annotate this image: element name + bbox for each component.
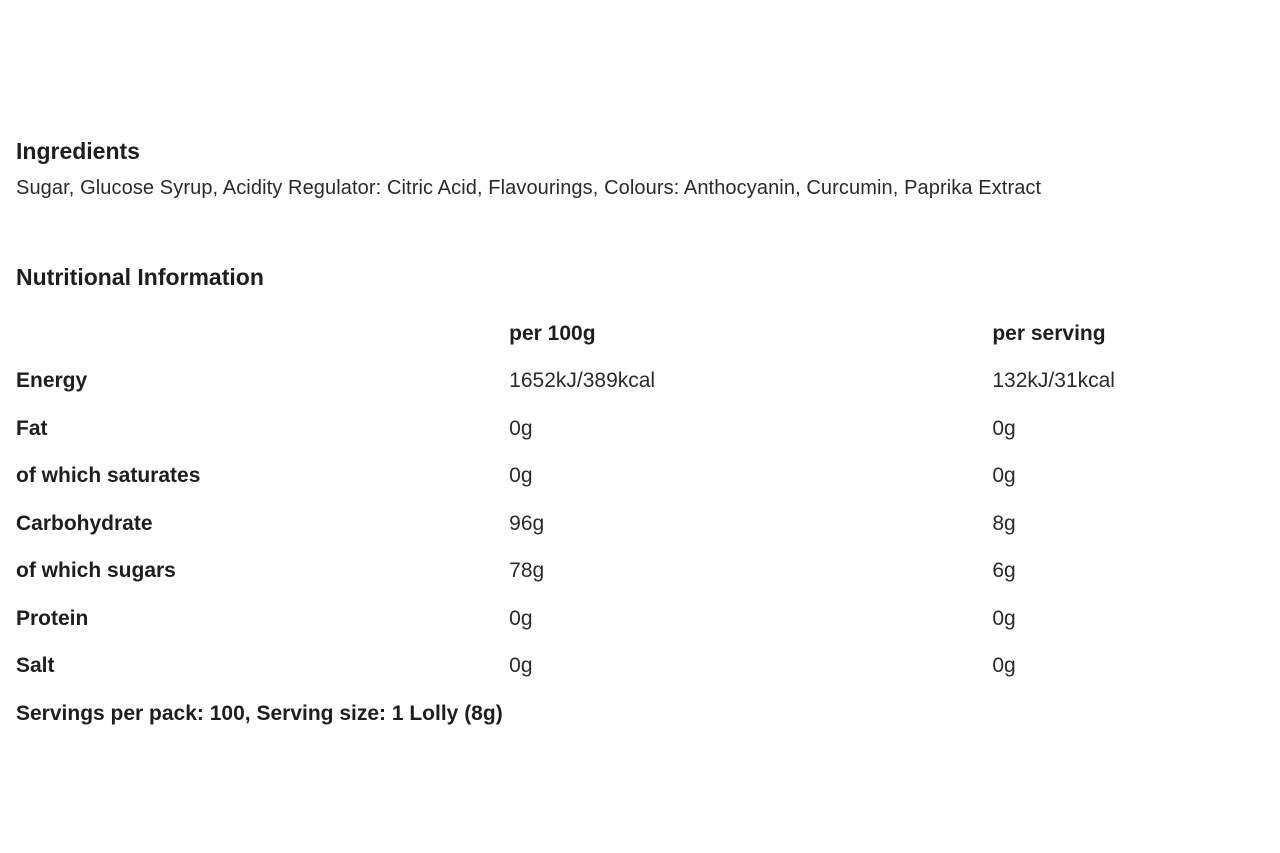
header-per-100g: per 100g: [509, 321, 596, 345]
table-row: [16, 500, 1272, 548]
nutrient-per-serving: 0g: [992, 606, 1016, 630]
nutrient-label: of which sugars: [16, 559, 176, 583]
product-info: [16, 136, 1272, 728]
nutrient-per-serving: 0g: [992, 464, 1016, 488]
nutrient-label: of which saturates: [16, 464, 201, 488]
header-per-serving: per serving: [992, 321, 1106, 345]
nutrient-label: Salt: [16, 654, 55, 678]
serving-info-footnote: Servings per pack: 100, Serving size: 1 Lolly (8g): [16, 702, 503, 725]
nutrient-label: Fat: [16, 416, 48, 440]
nutrient-per-100g: 78g: [509, 559, 545, 583]
nutrition-table: [16, 310, 1272, 690]
nutrition-section: [16, 262, 1272, 728]
nutrient-per-serving: 0g: [992, 416, 1016, 440]
nutrition-title: Nutritional Information: [16, 264, 264, 290]
table-row: [16, 643, 1272, 691]
nutrient-per-100g: 96g: [509, 511, 545, 535]
nutrient-label: Protein: [16, 606, 89, 630]
nutrient-label: Energy: [16, 369, 88, 393]
nutrient-per-serving: 132kJ/31kcal: [992, 369, 1115, 393]
nutrient-label: Carbohydrate: [16, 511, 153, 535]
table-row: [16, 453, 1272, 501]
header-label: [16, 310, 509, 358]
nutrient-per-100g: 0g: [509, 416, 533, 440]
ingredients-title: Ingredients: [16, 138, 140, 164]
ingredients-text: Sugar, Glucose Syrup, Acidity Regulator: Citric Acid, Flavourings, Colours: Anthocyanin, Curcumin, Paprika Extract: [16, 177, 1042, 199]
table-row: [16, 595, 1272, 643]
ingredients-section: [16, 136, 1272, 202]
nutrient-per-serving: 6g: [992, 559, 1016, 583]
nutrient-per-100g: 0g: [509, 654, 533, 678]
nutrient-per-serving: 8g: [992, 511, 1016, 535]
nutrition-header-row: [16, 310, 1272, 358]
nutrient-per-serving: 0g: [992, 654, 1016, 678]
nutrient-per-100g: 0g: [509, 464, 533, 488]
table-row: [16, 405, 1272, 453]
table-row: [16, 548, 1272, 596]
nutrient-per-100g: 0g: [509, 606, 533, 630]
table-row: [16, 358, 1272, 406]
nutrient-per-100g: 1652kJ/389kcal: [509, 369, 656, 393]
